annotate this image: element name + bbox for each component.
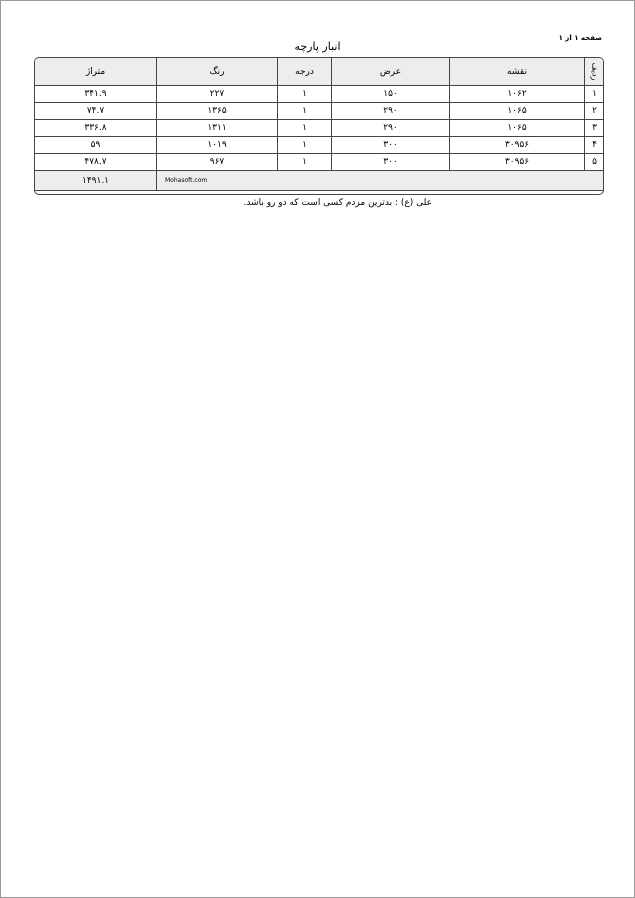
cell-meterage: ۷۴.۷ <box>35 103 157 120</box>
header-row-number-label: ردیف <box>590 62 599 81</box>
cell-pattern: ۳۰۹۵۶ <box>450 154 585 171</box>
cell-color: ۲۲۷ <box>157 86 278 103</box>
cell-width: ۳۰۰ <box>332 137 450 154</box>
cell-pattern: ۱۰۶۵ <box>450 120 585 137</box>
table-row <box>35 103 605 120</box>
header-color: رنگ <box>157 58 278 86</box>
cell-meterage: ۴۷۸.۷ <box>35 154 157 171</box>
header-row-number <box>585 58 605 86</box>
cell-pattern: ۳۰۹۵۶ <box>450 137 585 154</box>
header-meterage: متراژ <box>35 58 157 86</box>
header-width: عرض <box>332 58 450 86</box>
cell-color: ۱۳۶۵ <box>157 103 278 120</box>
inventory-table-container <box>34 57 604 195</box>
table-row <box>35 137 605 154</box>
cell-meterage: ۳۳۶.۸ <box>35 120 157 137</box>
cell-width: ۲۹۰ <box>332 103 450 120</box>
cell-meterage: ۵۹ <box>35 137 157 154</box>
cell-grade: ۱ <box>278 103 332 120</box>
report-title: انبار پارچه <box>294 40 341 53</box>
table-row <box>35 154 605 171</box>
cell-color: ۱۰۱۹ <box>157 137 278 154</box>
cell-row-number: ۴ <box>585 137 605 154</box>
cell-row-number: ۱ <box>585 86 605 103</box>
cell-grade: ۱ <box>278 120 332 137</box>
table-row <box>35 86 605 103</box>
cell-color: ۱۳۱۱ <box>157 120 278 137</box>
header-grade: درجه <box>278 58 332 86</box>
cell-pattern: ۱۰۶۵ <box>450 103 585 120</box>
footer-quote: علی (ع) : بدترین مردم کسی است که دو رو باشد. <box>243 198 432 208</box>
footer-total-meterage: ۱۴۹۱.۱ <box>35 171 157 191</box>
footer-brand: Mohasoft.com <box>157 171 605 191</box>
table-header-row <box>35 58 605 86</box>
cell-width: ۱۵۰ <box>332 86 450 103</box>
table-footer-row <box>35 171 605 191</box>
cell-width: ۳۰۰ <box>332 154 450 171</box>
cell-pattern: ۱۰۶۲ <box>450 86 585 103</box>
cell-grade: ۱ <box>278 137 332 154</box>
cell-row-number: ۲ <box>585 103 605 120</box>
cell-grade: ۱ <box>278 86 332 103</box>
table-row <box>35 120 605 137</box>
cell-row-number: ۳ <box>585 120 605 137</box>
cell-color: ۹۶۷ <box>157 154 278 171</box>
inventory-table <box>34 57 604 191</box>
cell-meterage: ۳۴۱.۹ <box>35 86 157 103</box>
page-number: صفحه ۱ از ۱ <box>558 34 602 42</box>
cell-width: ۲۹۰ <box>332 120 450 137</box>
cell-grade: ۱ <box>278 154 332 171</box>
cell-row-number: ۵ <box>585 154 605 171</box>
header-pattern: نقشه <box>450 58 585 86</box>
